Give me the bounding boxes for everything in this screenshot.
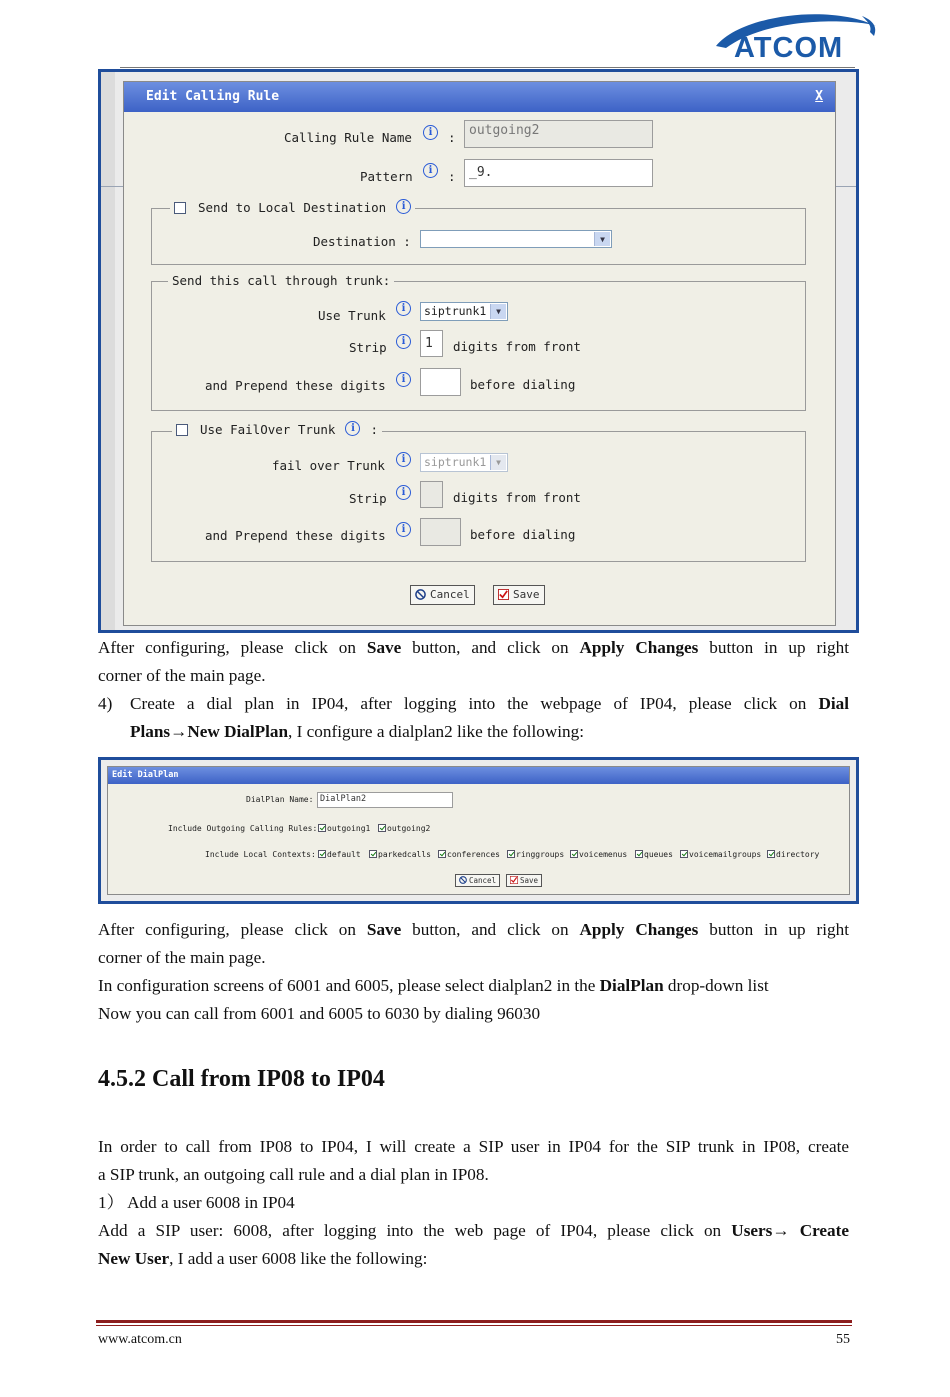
footer-divider-thin: [96, 1325, 852, 1326]
fail-over-trunk-label: fail over Trunk: [272, 458, 385, 473]
trunk-legend: Send this call through trunk:: [172, 273, 391, 288]
checkbox-checked-icon: [635, 850, 643, 858]
destination-label: Destination :: [313, 234, 411, 249]
edit-calling-rule-dialog: [123, 81, 836, 626]
use-trunk-label: Use Trunk: [318, 308, 386, 323]
failover-legend: [172, 421, 382, 443]
context-default[interactable]: default: [318, 850, 361, 859]
paragraph-save-2-line2: corner of the main page.: [98, 948, 266, 967]
cancel-icon: [415, 589, 426, 600]
paragraph-save-2: After configuring, please click on Save button, and click on Apply Changes button in up right: [98, 920, 849, 939]
prepend-info-icon[interactable]: i: [396, 372, 411, 387]
step-4-line2: Plans→New DialPlan, I configure a dialplan2 like the following:: [130, 722, 584, 741]
outgoing-rules-label: Include Outgoing Calling Rules:: [168, 824, 318, 833]
paragraph-add-user-line2: New User, I add a user 6008 like the following:: [98, 1249, 428, 1268]
dialog-title: Edit Calling Rule: [146, 89, 280, 104]
send-local-checkbox[interactable]: [174, 202, 186, 214]
context-directory[interactable]: directory: [767, 850, 819, 859]
chevron-down-icon: ▼: [490, 304, 506, 319]
strip2-input[interactable]: [420, 481, 443, 508]
step-4-line1: Create a dial plan in IP04, after logging into the webpage of IP04, please click on Dial: [130, 694, 849, 713]
prepend2-input[interactable]: [420, 518, 461, 546]
atcom-logo: [712, 8, 880, 66]
context-parkedcalls[interactable]: parkedcalls: [369, 850, 431, 859]
paragraph-save-1: After configuring, please click on Save button, and click on Apply Changes button in up right: [98, 638, 849, 657]
rule-name-info-icon[interactable]: i: [423, 125, 438, 140]
dialplan-titlebar: [108, 767, 849, 784]
checkbox-checked-icon: [680, 850, 688, 858]
arrow-icon: →: [170, 722, 188, 741]
rule-name-label: Calling Rule Name: [284, 130, 412, 145]
edit-dialplan-dialog: [107, 766, 850, 895]
strip-label: Strip: [349, 340, 387, 355]
local-destination-legend: [170, 199, 415, 219]
rule-name-colon: :: [448, 130, 456, 145]
dialplan-title: Edit DialPlan: [112, 770, 179, 780]
paragraph-call-instructions: Now you can call from 6001 and 6005 to 6030 by dialing 96030: [98, 1004, 541, 1023]
step-4-number: 4): [98, 694, 113, 713]
destination-select[interactable]: [420, 230, 612, 248]
use-trunk-value: siptrunk1: [424, 304, 487, 318]
save-label: Save: [513, 588, 540, 601]
failover-info-icon[interactable]: i: [345, 421, 360, 436]
context-voicemailgroups[interactable]: voicemailgroups: [680, 850, 761, 859]
paragraph-intro-line2: a SIP trunk, an outgoing call rule and a dial plan in IP08.: [98, 1165, 489, 1184]
fail-over-trunk-value: siptrunk1: [424, 455, 487, 469]
digits-from-front: digits from front: [453, 339, 581, 354]
prepend2-info-icon[interactable]: i: [396, 522, 411, 537]
failover-label: Use FailOver Trunk: [200, 422, 336, 437]
footer-divider: [96, 1320, 852, 1323]
send-local-info-icon[interactable]: i: [396, 199, 411, 214]
send-local-label: Send to Local Destination: [198, 200, 387, 215]
rule-outgoing1[interactable]: outgoing1: [318, 824, 370, 833]
local-contexts-label: Include Local Contexts:: [205, 850, 316, 859]
section-heading: 4.5.2 Call from IP08 to IP04: [98, 1066, 385, 1092]
page-number: 55: [836, 1332, 850, 1347]
pattern-input[interactable]: _9.: [464, 159, 653, 187]
use-trunk-select[interactable]: [420, 302, 508, 321]
chevron-down-icon: ▼: [490, 455, 506, 470]
context-ringgroups[interactable]: ringgroups: [507, 850, 564, 859]
checkbox-checked-icon: [369, 850, 377, 858]
prepend-input[interactable]: [420, 368, 461, 396]
checkbox-checked-icon: [438, 850, 446, 858]
paragraph-intro-line1: In order to call from IP08 to IP04, I will create a SIP user in IP04 for the SIP trunk in IP08, create: [98, 1137, 849, 1156]
dialplan-save-button[interactable]: Save: [506, 874, 542, 887]
strip2-info-icon[interactable]: i: [396, 485, 411, 500]
failover-checkbox[interactable]: [176, 424, 188, 436]
checkbox-checked-icon: [570, 850, 578, 858]
background-sidebar: [101, 72, 115, 630]
strip-input[interactable]: 1: [420, 330, 443, 357]
dialog-titlebar: [124, 82, 835, 112]
pattern-info-icon[interactable]: i: [423, 163, 438, 178]
paragraph-dialplan-select: In configuration screens of 6001 and 6005, please select dialplan2 in the DialPlan drop-down list: [98, 976, 769, 995]
checkbox-checked-icon: [767, 850, 775, 858]
digits-from-front2: digits from front: [453, 490, 581, 505]
checkbox-checked-icon: [318, 850, 326, 858]
dialplan-name-label: DialPlan Name:: [246, 795, 314, 804]
fail-over-trunk-select[interactable]: [420, 453, 508, 472]
trunk-legend-box: [168, 272, 394, 290]
paragraph-save-1-line2: corner of the main page.: [98, 666, 266, 685]
context-voicemenus[interactable]: voicemenus: [570, 850, 627, 859]
cancel-icon: [459, 876, 467, 884]
fail-over-trunk-info-icon[interactable]: i: [396, 452, 411, 467]
strip2-label: Strip: [349, 491, 387, 506]
rule-name-input[interactable]: outgoing2: [464, 120, 653, 148]
cancel-button[interactable]: [410, 585, 475, 605]
checkmark-icon: [510, 876, 518, 884]
dialplan-name-input[interactable]: DialPlan2: [317, 792, 453, 808]
cancel-label: Cancel: [430, 588, 470, 601]
chevron-down-icon: ▼: [594, 232, 610, 246]
step-1: 1） Add a user 6008 in IP04: [98, 1193, 295, 1212]
checkmark-icon: [498, 589, 509, 600]
dialplan-screenshot: [98, 757, 859, 904]
use-trunk-info-icon[interactable]: i: [396, 301, 411, 316]
before-dialing: before dialing: [470, 377, 576, 392]
checkbox-checked-icon: [318, 824, 326, 832]
pattern-label: Pattern: [360, 169, 413, 184]
pattern-colon: :: [448, 169, 456, 184]
before-dialing2: before dialing: [470, 527, 576, 542]
strip-info-icon[interactable]: i: [396, 334, 411, 349]
rule-outgoing2[interactable]: outgoing2: [378, 824, 430, 833]
checkbox-checked-icon: [378, 824, 386, 832]
prepend-label: and Prepend these digits: [205, 378, 386, 393]
dialplan-cancel-button[interactable]: Cancel: [455, 874, 500, 887]
close-button[interactable]: X: [815, 89, 823, 104]
paragraph-add-user-line1: Add a SIP user: 6008, after logging into the web page of IP04, please click on Users→ Create: [98, 1221, 849, 1240]
calling-rule-screenshot: [98, 69, 859, 633]
logo-text: ATCOM: [734, 32, 844, 64]
footer-url[interactable]: www.atcom.cn: [98, 1332, 182, 1347]
prepend2-label: and Prepend these digits: [205, 528, 386, 543]
arrow-icon: →: [772, 1221, 790, 1240]
failover-colon: :: [370, 422, 378, 437]
checkbox-checked-icon: [507, 850, 515, 858]
header-divider: [120, 67, 855, 68]
context-queues[interactable]: queues: [635, 850, 673, 859]
save-button[interactable]: [493, 585, 545, 605]
context-conferences[interactable]: conferences: [438, 850, 500, 859]
